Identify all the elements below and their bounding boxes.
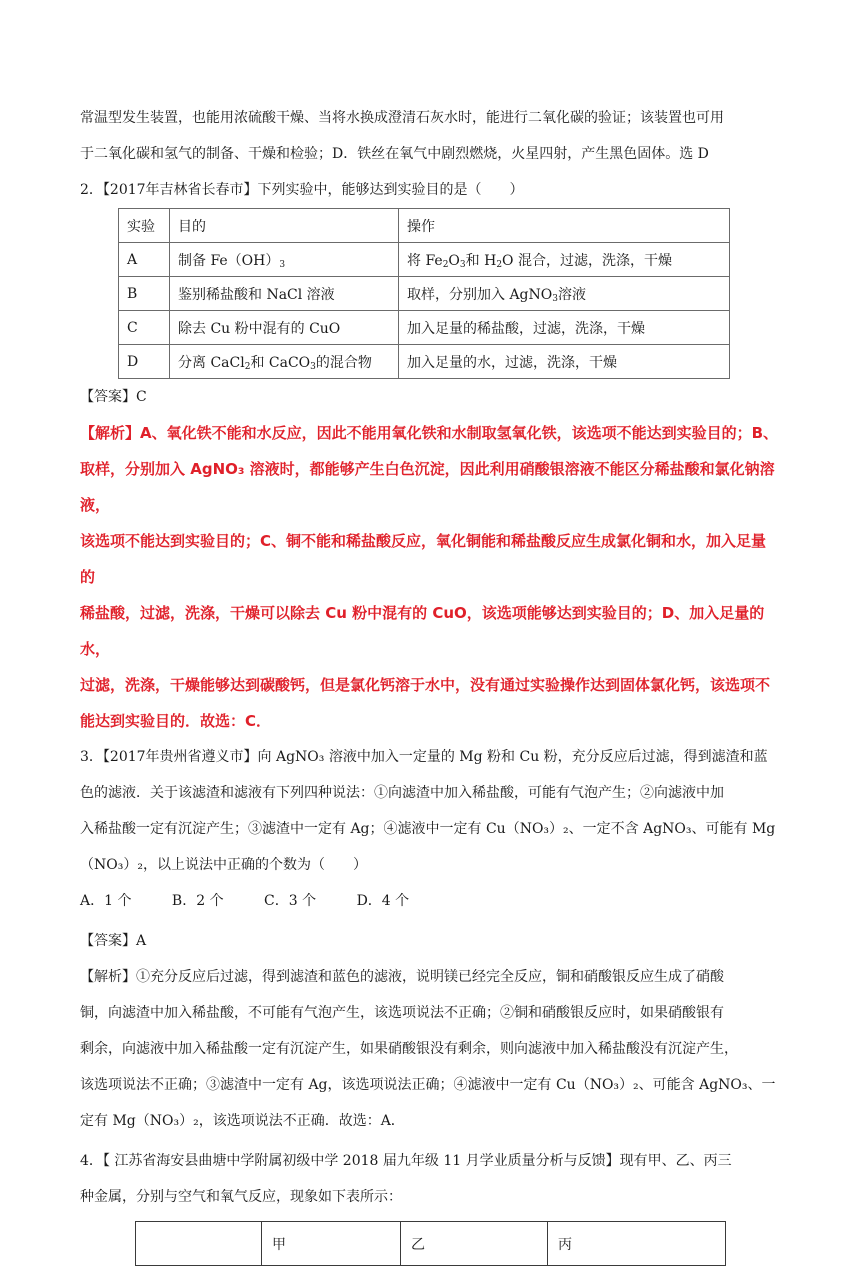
purpose-cell: 鉴别稀盐酸和 NaCl 溶液 [170,277,399,311]
q2-table [118,208,730,379]
header-cell: 操作 [399,209,730,243]
q4-table [135,1221,726,1266]
analysis-line: 能达到实验目的．故选：C． [80,712,272,730]
analysis-line: 该选项不能达到实验目的；C、铜不能和稀盐酸反应，氧化铜能和稀盐酸反应生成氯化铜和水，加入足量的 [80,532,767,586]
intro-line: 常温型发生装置，也能用浓硫酸干燥、当将水换成澄清石灰水时，能进行二氧化碳的验证；该装置也可用 [80,110,724,126]
q2-analysis [80,415,780,739]
row-label: B [119,277,170,311]
q3-analysis-line: 剩余，向滤液中加入稀盐酸一定有沉淀产生，如果硝酸银没有剩余，则向滤液中加入稀盐酸没有沉淀产生， [80,1041,738,1057]
q3-stem: 入稀盐酸一定有沉淀产生；③滤渣中一定有 Ag；④滤液中一定有 Cu（NO₃）₂、一定不含 AgNO₃、可能有 Mg [80,821,776,837]
q4-stem: 种金属，分别与空气和氧气反应，现象如下表所示： [80,1189,402,1205]
table-row [119,243,730,277]
option-d: D．4 个 [356,893,410,909]
table-row [119,311,730,345]
q3-stem: 3．【2017年贵州省遵义市】向 AgNO₃ 溶液中加入一定量的 Mg 粉和 Cu 粉，充分反应后过滤，得到滤渣和蓝 [80,749,768,765]
q3-analysis-line: 定有 Mg（NO₃）₂，该选项说法不正确．故选：A． [80,1113,405,1129]
intro-line: 于二氧化碳和氢气的制备、干燥和检验；D．铁丝在氧气中剧烈燃烧，火星四射，产生黑色固体。选 D [80,146,709,162]
option-b: B．2 个 [171,893,224,909]
purpose-cell: 除去 Cu 粉中混有的 CuO [170,311,399,345]
q3-stem: 色的滤液．关于该滤渣和滤液有下列四种说法：①向滤渣中加入稀盐酸，可能有气泡产生；②向滤液中加 [80,785,724,801]
operation-cell: 取样，分别加入 AgNO$_3$溶液 [399,277,730,311]
q3-analysis-line: 铜，向滤渣中加入稀盐酸，不可能有气泡产生，该选项说法不正确；②铜和硝酸银反应时，如果硝酸银有 [80,1005,724,1021]
q2-stem: 2．【2017年吉林省长春市】下列实验中，能够达到实验目的是（ ） [80,182,524,198]
operation-cell: 加入足量的稀盐酸，过滤，洗涤，干燥 [399,311,730,345]
header-cell [136,1222,262,1266]
q3-answer: 【答案】A [80,933,147,949]
header-cell: 乙 [401,1222,548,1266]
table-row [119,345,730,379]
analysis-line: 取样，分别加入 AgNO₃ 溶液时，都能够产生白色沉淀，因此利用硝酸银溶液不能区分稀盐酸和氯化钠溶液， [80,460,775,514]
purpose-cell: 分离 CaCl$_2$和 CaCO$_3$的混合物 [170,345,399,379]
table-row [136,1222,726,1266]
row-label: D [119,345,170,379]
q4-stem: 4．【 江苏省海安县曲塘中学附属初级中学 2018 届九年级 11 月学业质量分析与反馈】现有甲、乙、丙三 [80,1153,732,1169]
header-cell: 丙 [548,1222,726,1266]
header-cell: 目的 [170,209,399,243]
analysis-line: 【解析】A、氧化铁不能和水反应，因此不能用氧化铁和水制取氢氧化铁，该选项不能达到实验目的；B、 [80,424,779,442]
q2-answer: 【答案】C [80,389,147,405]
analysis-line: 过滤，洗涤，干燥能够达到碳酸钙，但是氯化钙溶于水中，没有通过实验操作达到固体氯化钙，该选项不 [80,676,771,694]
header-cell: 实验 [119,209,170,243]
option-a: A．1 个 [80,893,132,909]
table-row [119,209,730,243]
q3-options [80,883,780,919]
operation-cell: 将 $Fe_2O_3$和 $H_2O$ 混合，过滤，洗涤，干燥 [399,243,730,277]
q3-analysis-line: 该选项说法不正确；③滤渣中一定有 Ag，该选项说法正确；④滤液中一定有 Cu（NO₃）₂、可能含 AgNO₃、一 [80,1077,776,1093]
row-label: A [119,243,170,277]
header-cell: 甲 [262,1222,401,1266]
document-page [80,100,780,1266]
purpose-cell: 制备 $Fe(OH)_3$ [170,243,399,277]
q3-stem: （NO₃）₂，以上说法中正确的个数为（ ） [80,857,367,873]
table-row [119,277,730,311]
q3-analysis-line: 【解析】①充分反应后过滤，得到滤渣和蓝色的滤液，说明镁已经完全反应，铜和硝酸银反应生成了硝酸 [80,969,724,985]
option-c: C．3 个 [264,893,317,909]
analysis-line: 稀盐酸，过滤，洗涤，干燥可以除去 Cu 粉中混有的 CuO，该选项能够达到实验目的；D、加入足量的水， [80,604,765,658]
row-label: C [119,311,170,345]
operation-cell: 加入足量的水，过滤，洗涤，干燥 [399,345,730,379]
